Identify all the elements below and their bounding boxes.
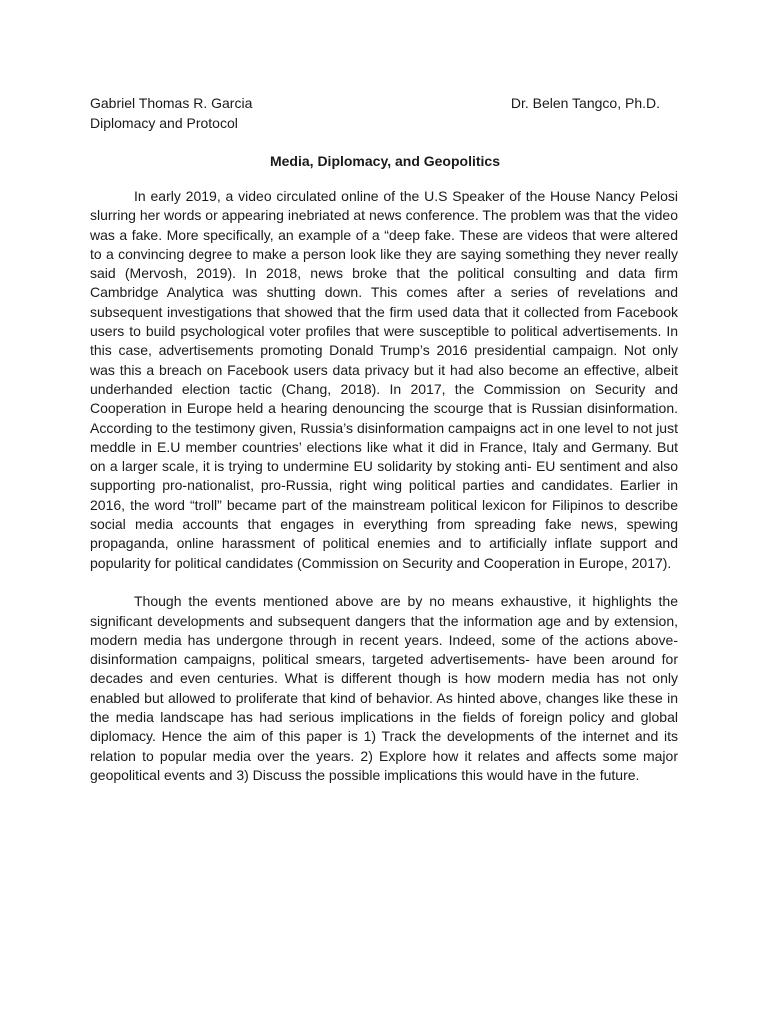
document-body [90,187,678,785]
paragraph-2: Though the events mentioned above are by no means exhaustive, it highlights the significant developments and subsequent dangers that the information age and by extension, modern media has undergone through in recent years. Indeed, some of the actions above- disinformation campaigns, political smears, targeted advertisements- have been around for decades and even centuries. What is different though is how modern media has not only enabled but allowed to proliferate that kind of behavior. As hinted above, changes like these in the media landscape has had serious implications in the fields of foreign policy and global diplomacy. Hence the aim of this paper is 1) Track the developments of the internet and its relation to popular media over the years. 2) Explore how it relates and affects some major geopolitical events and 3) Discuss the possible implications this would have in the future. [90,593,678,783]
document-title: Media, Diplomacy, and Geopolitics [269,153,500,169]
author-name: Gabriel Thomas R. Garcia [90,95,253,111]
professor-name: Dr. Belen Tangco, Ph.D. [510,95,660,111]
document-header [90,93,680,133]
header-row [90,93,680,113]
course-name: Diplomacy and Protocol [90,115,238,131]
paragraph-1: In early 2019, a video circulated online of the U.S Speaker of the House Nancy Pelosi slurring her words or appearing inebriated at news conference. The problem was that the video was a fake. More specifically, an example of a “deep fake. These are videos that were altered to a convincing degree to make a person look like they are saying something they never really said (Mervosh, 2019). In 2018, news broke that the political consulting and data firm Cambridge Analytica was shutting down. This comes after a series of revelations and subsequent investigations that showed that the firm used data that it collected from Facebook users to build psychological voter profiles that were susceptible to political advertisements. In this case, advertisements promoting Donald Trump’s 2016 presidential campaign. Not only was this a breach on Facebook users data privacy but it had also become an effective, albeit underhanded election tactic (Chang, 2018). In 2017, the Commission on Security and Cooperation in Europe held a hearing denouncing the scourge that is Russian disinformation. According to the testimony given, Russia’s disinformation campaigns act in one level to not just meddle in E.U member countries’ elections like what it did in France, Italy and Germany. But on a larger scale, it is trying to undermine EU solidarity by stoking anti- EU sentiment and also supporting pro-nationalist, pro-Russia, right wing political parties and candidates. Earlier in 2016, the word “troll” became part of the mainstream political lexicon for Filipinos to describe social media accounts that engages in everything from spreading fake news, spewing propaganda, online harassment of political enemies and to artificially inflate support and popularity for political candidates (Commission on Security and Cooperation in Europe, 2017). [90,188,678,571]
